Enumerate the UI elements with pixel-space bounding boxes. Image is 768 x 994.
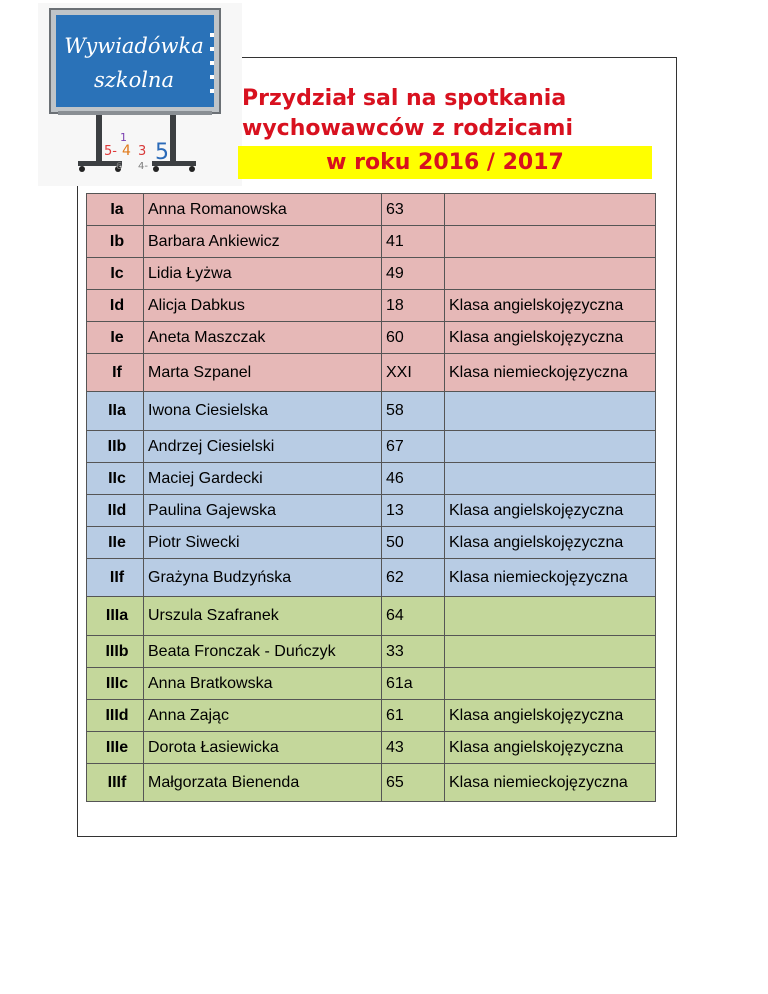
logo-digit: 4- (138, 161, 148, 172)
logo-digit: 3 (138, 144, 147, 159)
title-line-2: wychowawców z rodzicami (242, 116, 573, 141)
note-cell (445, 258, 656, 290)
room-cell: 61 (382, 700, 445, 732)
logo-line1: Wywiadówka (64, 34, 204, 58)
class-cell: IIc (87, 463, 144, 495)
room-cell: 65 (382, 764, 445, 802)
note-cell (445, 392, 656, 431)
room-cell: 61a (382, 668, 445, 700)
teacher-cell: Anna Romanowska (144, 194, 382, 226)
note-cell: Klasa niemieckojęzyczna (445, 559, 656, 597)
class-cell: IIIe (87, 732, 144, 764)
logo-digit: 1 (120, 131, 127, 144)
class-cell: IIf (87, 559, 144, 597)
note-cell (445, 194, 656, 226)
logo-line2: szkolna (94, 68, 174, 92)
note-cell (445, 226, 656, 258)
table-row (87, 290, 656, 322)
class-cell: IIa (87, 392, 144, 431)
whiteboard-logo (38, 3, 242, 186)
class-cell: Id (87, 290, 144, 322)
room-cell: 18 (382, 290, 445, 322)
teacher-cell: Beata Fronczak - Duńczyk (144, 636, 382, 668)
class-cell: If (87, 354, 144, 392)
class-cell: IIIb (87, 636, 144, 668)
note-cell (445, 431, 656, 463)
logo-digit: 5- (104, 144, 117, 159)
class-cell: IIId (87, 700, 144, 732)
room-cell: 13 (382, 495, 445, 527)
room-cell: XXI (382, 354, 445, 392)
room-cell: 49 (382, 258, 445, 290)
class-cell: Ib (87, 226, 144, 258)
room-cell: 41 (382, 226, 445, 258)
logo-digit: 5 (155, 140, 169, 165)
table-row (87, 226, 656, 258)
teacher-cell: Marta Szpanel (144, 354, 382, 392)
table-row (87, 559, 656, 597)
note-cell: Klasa angielskojęzyczna (445, 732, 656, 764)
room-cell: 62 (382, 559, 445, 597)
table-row (87, 495, 656, 527)
class-cell: IIb (87, 431, 144, 463)
note-cell: Klasa angielskojęzyczna (445, 290, 656, 322)
class-cell: Ia (87, 194, 144, 226)
teacher-cell: Alicja Dabkus (144, 290, 382, 322)
note-cell: Klasa angielskojęzyczna (445, 527, 656, 559)
teacher-cell: Małgorzata Bienenda (144, 764, 382, 802)
teacher-cell: Iwona Ciesielska (144, 392, 382, 431)
room-cell: 46 (382, 463, 445, 495)
note-cell: Klasa angielskojęzyczna (445, 322, 656, 354)
logo-digit: 4 (122, 143, 131, 159)
class-cell: IIIf (87, 764, 144, 802)
teacher-cell: Paulina Gajewska (144, 495, 382, 527)
class-cell: IId (87, 495, 144, 527)
class-cell: IIIc (87, 668, 144, 700)
room-cell: 63 (382, 194, 445, 226)
table-row (87, 322, 656, 354)
note-cell: Klasa niemieckojęzyczna (445, 764, 656, 802)
table-row (87, 194, 656, 226)
teacher-cell: Aneta Maszczak (144, 322, 382, 354)
note-cell: Klasa niemieckojęzyczna (445, 354, 656, 392)
table-row (87, 636, 656, 668)
class-cell: IIIa (87, 597, 144, 636)
teacher-cell: Piotr Siwecki (144, 527, 382, 559)
page-title (242, 84, 662, 179)
logo-digit: 6 (116, 161, 123, 172)
teacher-cell: Grażyna Budzyńska (144, 559, 382, 597)
note-cell (445, 668, 656, 700)
teacher-cell: Barbara Ankiewicz (144, 226, 382, 258)
note-cell (445, 597, 656, 636)
table-row (87, 732, 656, 764)
class-cell: Ic (87, 258, 144, 290)
room-cell: 60 (382, 322, 445, 354)
room-cell: 58 (382, 392, 445, 431)
table-row (87, 392, 656, 431)
table-row (87, 354, 656, 392)
room-assignment-table (86, 193, 656, 802)
teacher-cell: Lidia Łyżwa (144, 258, 382, 290)
table-row (87, 527, 656, 559)
class-cell: Ie (87, 322, 144, 354)
note-cell: Klasa angielskojęzyczna (445, 495, 656, 527)
note-cell (445, 636, 656, 668)
table-row (87, 431, 656, 463)
table-row (87, 463, 656, 495)
table-row (87, 258, 656, 290)
teacher-cell: Dorota Łasiewicka (144, 732, 382, 764)
teacher-cell: Maciej Gardecki (144, 463, 382, 495)
room-cell: 50 (382, 527, 445, 559)
room-cell: 33 (382, 636, 445, 668)
whiteboard-icon (38, 3, 242, 186)
title-line-1: Przydział sal na spotkania (242, 86, 567, 111)
room-cell: 67 (382, 431, 445, 463)
table-row (87, 764, 656, 802)
teacher-cell: Anna Zając (144, 700, 382, 732)
table-row (87, 668, 656, 700)
teacher-cell: Anna Bratkowska (144, 668, 382, 700)
title-year: w roku 2016 / 2017 (238, 146, 652, 179)
teacher-cell: Urszula Szafranek (144, 597, 382, 636)
note-cell: Klasa angielskojęzyczna (445, 700, 656, 732)
table-row (87, 597, 656, 636)
note-cell (445, 463, 656, 495)
class-cell: IIe (87, 527, 144, 559)
teacher-cell: Andrzej Ciesielski (144, 431, 382, 463)
room-cell: 43 (382, 732, 445, 764)
room-cell: 64 (382, 597, 445, 636)
table-row (87, 700, 656, 732)
